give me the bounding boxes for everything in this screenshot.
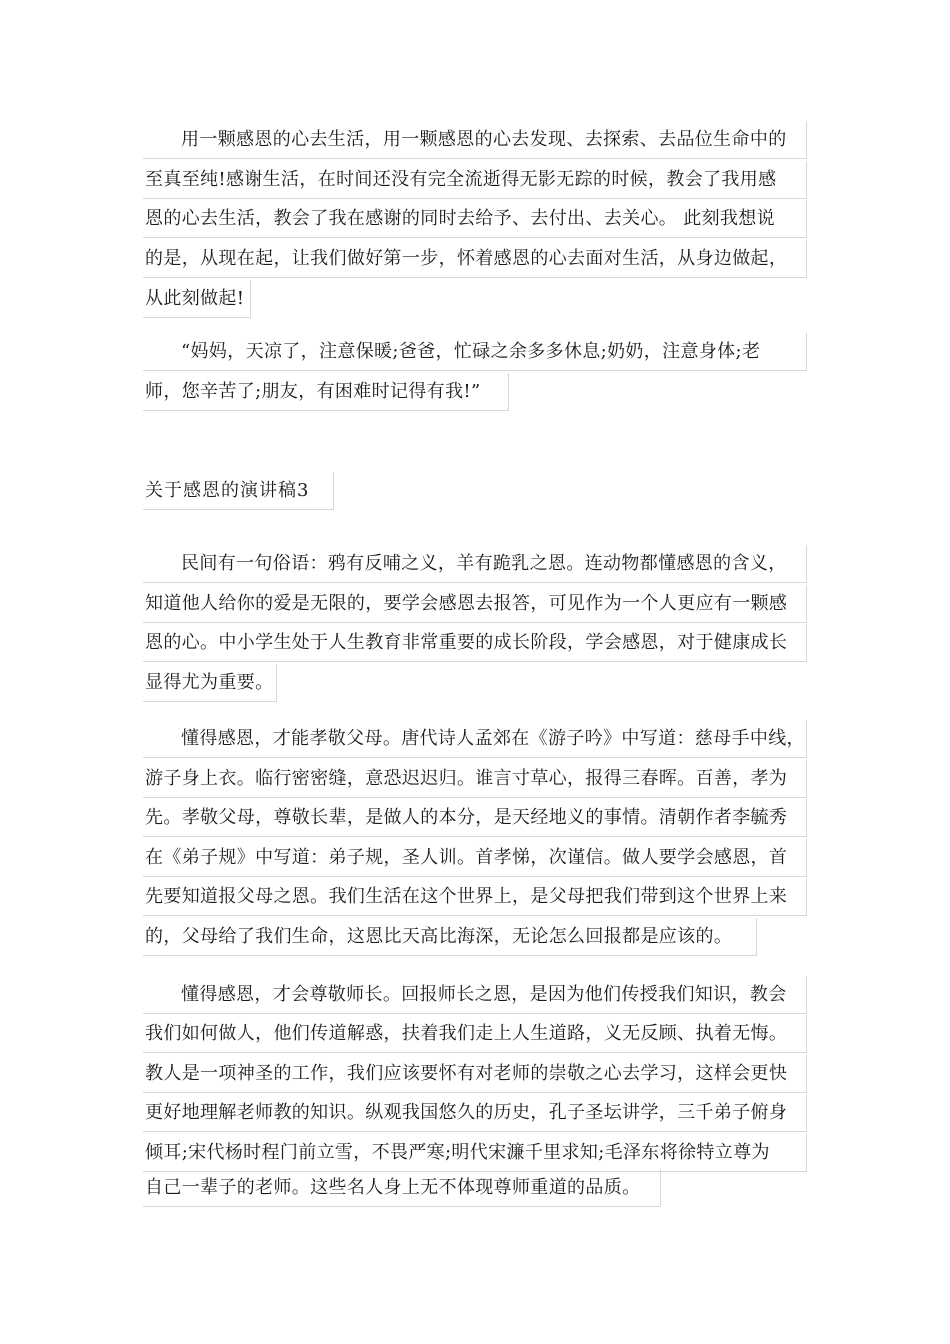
paragraph-2-line-2: 师，您辛苦了;朋友，有困难时记得有我!” xyxy=(143,373,509,411)
paragraph-5-line-3: 教人是一项神圣的工作，我们应该要怀有对老师的崇敬之心去学习，这样会更快 xyxy=(143,1055,807,1093)
paragraph-5-line-2: 我们如何做人，他们传道解惑，扶着我们走上人生道路，义无反顾、执着无悔。 xyxy=(143,1015,807,1053)
paragraph-4-line-3: 先。孝敬父母，尊敬长辈，是做人的本分，是天经地义的事情。清朝作者李毓秀 xyxy=(143,799,807,837)
paragraph-4-line-6: 的，父母给了我们生命，这恩比天高比海深，无论怎么回报都是应该的。 xyxy=(143,918,757,956)
paragraph-2-line-1: “妈妈，天凉了，注意保暖;爸爸，忙碌之余多多休息;奶奶，注意身体;老 xyxy=(143,333,807,371)
paragraph-4-line-1: 懂得感恩，才能孝敬父母。唐代诗人孟郊在《游子吟》中写道：慈母手中线， xyxy=(143,720,807,758)
paragraph-5-line-5: 倾耳;宋代杨时程门前立雪，不畏严寒;明代宋濂千里求知;毛泽东将徐特立尊为 xyxy=(143,1134,807,1172)
paragraph-1-line-3: 恩的心去生活，教会了我在感谢的同时去给予、去付出、去关心。 此刻我想说 xyxy=(143,200,807,238)
paragraph-5-line-1: 懂得感恩，才会尊敬师长。回报师长之恩，是因为他们传授我们知识，教会 xyxy=(143,976,807,1014)
paragraph-4-line-4: 在《弟子规》中写道：弟子规，圣人训。首孝悌，次谨信。做人要学会感恩，首 xyxy=(143,839,807,877)
paragraph-4-line-5: 先要知道报父母之恩。我们生活在这个世界上，是父母把我们带到这个世界上来 xyxy=(143,878,807,916)
paragraph-3-line-2: 知道他人给你的爱是无限的，要学会感恩去报答，可见作为一个人更应有一颗感 xyxy=(143,585,807,623)
paragraph-3-line-1: 民间有一句俗语：鸦有反哺之义，羊有跪乳之恩。连动物都懂感恩的含义， xyxy=(143,545,807,583)
paragraph-1-line-1: 用一颗感恩的心去生活，用一颗感恩的心去发现、去探索、去品位生命中的 xyxy=(143,121,807,159)
paragraph-4-line-2: 游子身上衣。临行密密缝，意恐迟迟归。谁言寸草心，报得三春晖。百善，孝为 xyxy=(143,760,807,798)
paragraph-3-line-4: 显得尤为重要。 xyxy=(143,664,277,702)
paragraph-3-line-3: 恩的心。中小学生处于人生教育非常重要的成长阶段，学会感恩，对于健康成长 xyxy=(143,624,807,662)
paragraph-1-line-2: 至真至纯!感谢生活，在时间还没有完全流逝得无影无踪的时候，教会了我用感 xyxy=(143,161,807,199)
paragraph-1-line-5: 从此刻做起! xyxy=(143,280,251,318)
paragraph-5-line-6: 自己一辈子的老师。这些名人身上无不体现尊师重道的品质。 xyxy=(143,1169,661,1207)
paragraph-5-line-4: 更好地理解老师教的知识。纵观我国悠久的历史，孔子圣坛讲学，三千弟子俯身 xyxy=(143,1094,807,1132)
paragraph-1-line-4: 的是，从现在起，让我们做好第一步，怀着感恩的心去面对生活，从身边做起， xyxy=(143,240,807,278)
section-heading: 关于感恩的演讲稿3 xyxy=(143,472,334,510)
